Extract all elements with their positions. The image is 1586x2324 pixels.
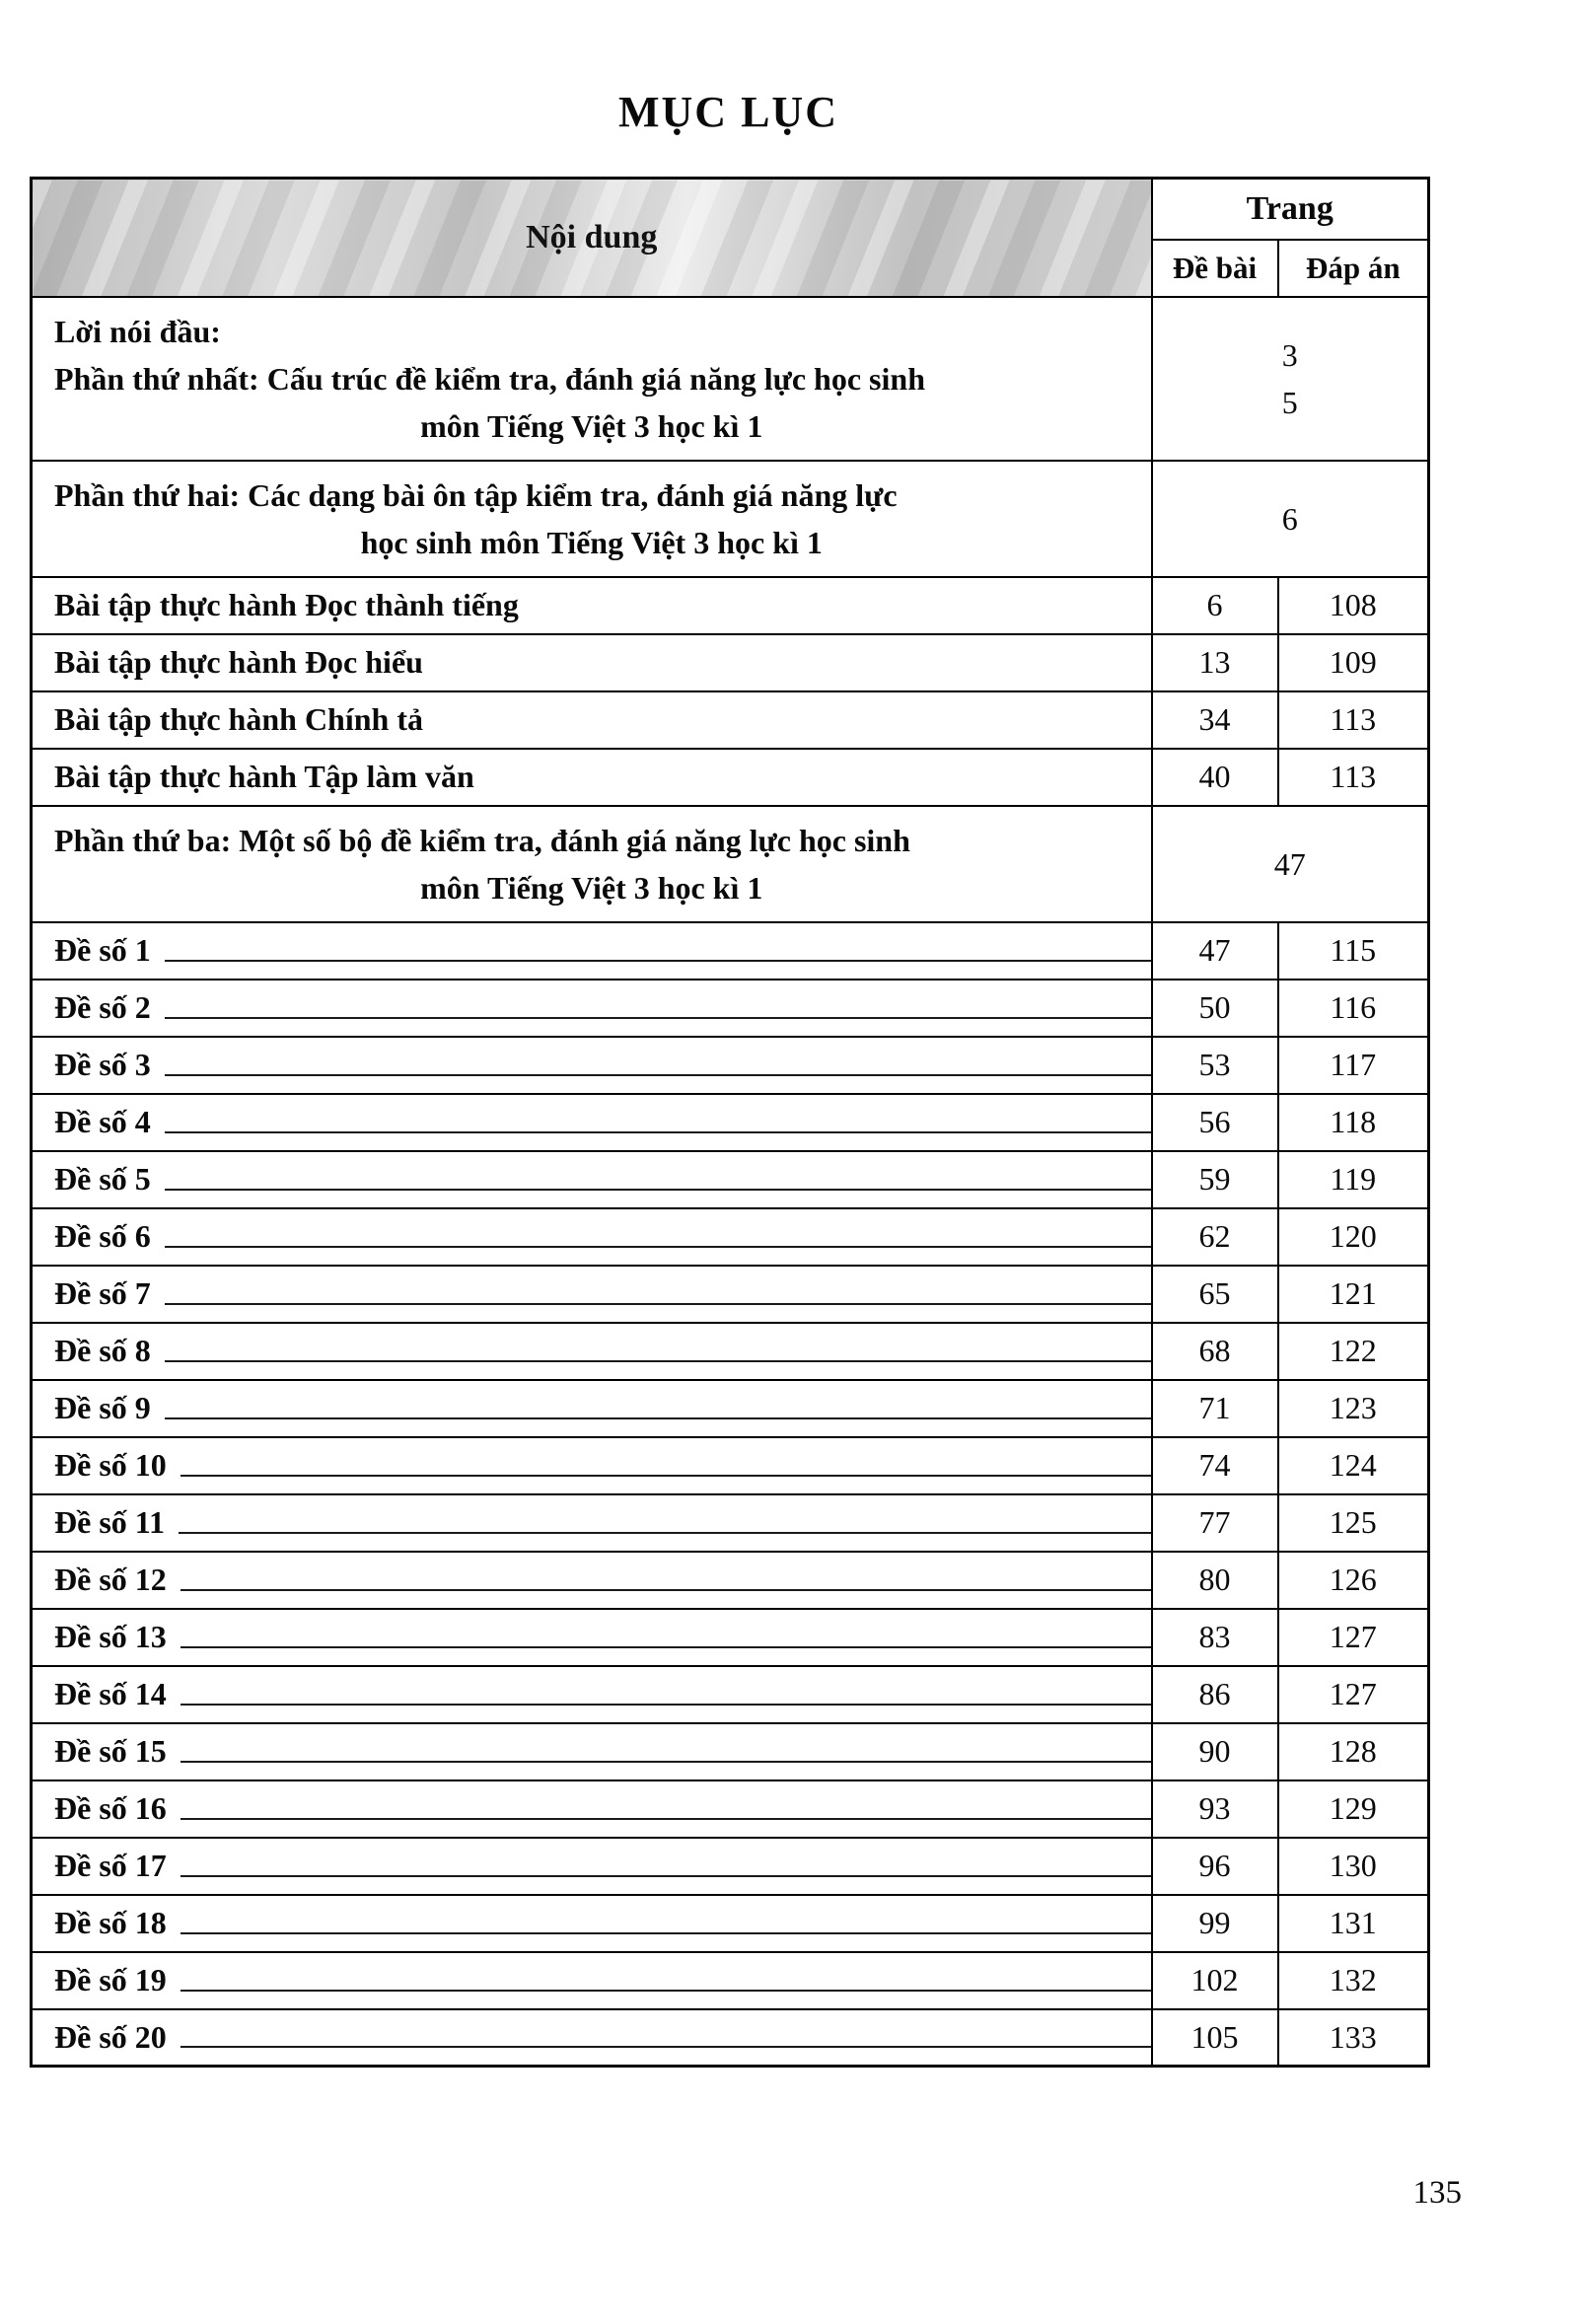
toc-item-label: Đề số 20	[54, 2018, 167, 2055]
table-row	[32, 1780, 1429, 1838]
dap-an-page: 121	[1278, 1266, 1429, 1323]
toc-item-wrap	[54, 1504, 1151, 1541]
toc-item-cell	[32, 1780, 1152, 1838]
toc-item-label: Đề số 10	[54, 1447, 167, 1483]
toc-item-cell	[32, 691, 1152, 749]
toc-item-cell	[32, 1437, 1152, 1494]
dap-an-page: 131	[1278, 1895, 1429, 1952]
table-row	[32, 1208, 1429, 1266]
table-row	[32, 2009, 1429, 2067]
toc-item-cell	[32, 634, 1152, 691]
toc-item-cell	[32, 1037, 1152, 1094]
leader-line	[165, 1360, 1151, 1362]
toc-item-wrap	[54, 1619, 1151, 1655]
table-row	[32, 1151, 1429, 1208]
de-bai-page: 6	[1152, 577, 1278, 634]
header-trang: Trang	[1152, 179, 1429, 240]
toc-item-label: Đề số 16	[54, 1790, 167, 1826]
leader-line	[165, 960, 1151, 962]
dap-an-page: 116	[1278, 980, 1429, 1037]
leader-line	[180, 1990, 1151, 1992]
de-bai-page: 90	[1152, 1723, 1278, 1780]
toc-item-label: Đề số 18	[54, 1905, 167, 1940]
toc-section-line: Phần thứ ba: Một số bộ đề kiểm tra, đánh giá năng lực học sinh	[54, 822, 910, 858]
table-row	[32, 1494, 1429, 1552]
toc-item-cell	[32, 1666, 1152, 1723]
toc-item-wrap	[54, 1447, 1151, 1484]
leader-line	[179, 1532, 1151, 1534]
toc-item-cell	[32, 1723, 1152, 1780]
table-row	[32, 1609, 1429, 1666]
toc-section-pages	[1152, 461, 1429, 577]
de-bai-page: 96	[1152, 1838, 1278, 1895]
toc-item-wrap	[54, 1733, 1151, 1770]
dap-an-page: 119	[1278, 1151, 1429, 1208]
toc-item-cell	[32, 1151, 1152, 1208]
toc-item-wrap	[54, 1218, 1151, 1255]
toc-item-label: Đề số 5	[54, 1161, 151, 1197]
dap-an-page: 122	[1278, 1323, 1429, 1380]
de-bai-page: 68	[1152, 1323, 1278, 1380]
toc-item-cell	[32, 1552, 1152, 1609]
dap-an-page: 113	[1278, 691, 1429, 749]
toc-item-label: Đề số 4	[54, 1104, 151, 1139]
toc-item-wrap	[54, 932, 1151, 969]
table-row	[32, 806, 1429, 922]
toc-item-label: Bài tập thực hành Chính tả	[54, 701, 423, 737]
page-value: 5	[1281, 384, 1298, 420]
toc-item-wrap	[54, 1676, 1151, 1712]
header-noi-dung: Nội dung	[32, 179, 1152, 297]
toc-item-cell	[32, 1609, 1152, 1666]
leader-line	[180, 1589, 1151, 1591]
table-row	[32, 980, 1429, 1037]
toc-item-wrap	[54, 1790, 1151, 1827]
leader-line	[165, 1074, 1151, 1076]
dap-an-page: 113	[1278, 749, 1429, 806]
leader-line	[165, 1017, 1151, 1019]
toc-item-label: Bài tập thực hành Đọc thành tiếng	[54, 587, 519, 622]
de-bai-page: 83	[1152, 1609, 1278, 1666]
header-de-bai: Đề bài	[1152, 240, 1278, 297]
toc-item-label: Đề số 15	[54, 1733, 167, 1769]
dap-an-page: 129	[1278, 1780, 1429, 1838]
toc-item-cell	[32, 1494, 1152, 1552]
toc-section-line: học sinh môn Tiếng Việt 3 học kì 1	[360, 524, 823, 560]
toc-item-label: Đề số 13	[54, 1619, 167, 1654]
toc-item-label: Bài tập thực hành Tập làm văn	[54, 759, 474, 794]
leader-line	[165, 1417, 1151, 1419]
toc-item-wrap	[54, 701, 1151, 738]
table-row	[32, 1037, 1429, 1094]
de-bai-page: 40	[1152, 749, 1278, 806]
toc-item-cell	[32, 2009, 1152, 2067]
toc-item-label: Đề số 17	[54, 1848, 167, 1883]
de-bai-page: 105	[1152, 2009, 1278, 2067]
toc-item-label: Đề số 19	[54, 1962, 167, 1997]
de-bai-page: 74	[1152, 1437, 1278, 1494]
table-row	[32, 461, 1429, 577]
toc-item-label: Đề số 8	[54, 1333, 151, 1368]
de-bai-page: 86	[1152, 1666, 1278, 1723]
toc-item-wrap	[54, 587, 1151, 623]
leader-line	[180, 1761, 1151, 1763]
leader-line	[165, 1131, 1151, 1133]
toc-item-label: Đề số 14	[54, 1676, 167, 1711]
toc-item-label: Đề số 3	[54, 1047, 151, 1082]
toc-table	[30, 177, 1430, 2068]
table-row	[32, 1266, 1429, 1323]
toc-item-label: Bài tập thực hành Đọc hiểu	[54, 644, 423, 680]
page-value: 6	[1281, 500, 1298, 537]
toc-item-wrap	[54, 1962, 1151, 1998]
toc-item-cell	[32, 1895, 1152, 1952]
leader-line	[165, 1189, 1151, 1191]
toc-item-label: Đề số 9	[54, 1390, 151, 1425]
dap-an-page: 132	[1278, 1952, 1429, 2009]
dap-an-page: 128	[1278, 1723, 1429, 1780]
page-value: 47	[1273, 845, 1306, 882]
de-bai-page: 53	[1152, 1037, 1278, 1094]
toc-item-wrap	[54, 1161, 1151, 1198]
toc-item-wrap	[54, 1561, 1151, 1598]
de-bai-page: 77	[1152, 1494, 1278, 1552]
toc-table-body	[32, 297, 1429, 2067]
dap-an-page: 124	[1278, 1437, 1429, 1494]
leader-line	[180, 1475, 1151, 1477]
dap-an-page: 127	[1278, 1666, 1429, 1723]
de-bai-page: 65	[1152, 1266, 1278, 1323]
leader-line	[180, 1818, 1151, 1820]
toc-item-wrap	[54, 1047, 1151, 1083]
dap-an-page: 130	[1278, 1838, 1429, 1895]
toc-item-label: Đề số 12	[54, 1561, 167, 1597]
header-row-1	[32, 179, 1429, 240]
dap-an-page: 109	[1278, 634, 1429, 691]
leader-line	[180, 2046, 1151, 2048]
table-row	[32, 297, 1429, 461]
leader-line	[165, 1303, 1151, 1305]
table-row	[32, 1552, 1429, 1609]
table-row	[32, 634, 1429, 691]
toc-item-cell	[32, 577, 1152, 634]
toc-item-cell	[32, 980, 1152, 1037]
table-row	[32, 1380, 1429, 1437]
header-dap-an: Đáp án	[1278, 240, 1429, 297]
dap-an-page: 133	[1278, 2009, 1429, 2067]
leader-line	[180, 1932, 1151, 1934]
toc-item-cell	[32, 1094, 1152, 1151]
toc-section-line: môn Tiếng Việt 3 học kì 1	[420, 407, 763, 444]
toc-section-line: môn Tiếng Việt 3 học kì 1	[420, 869, 763, 906]
table-row	[32, 1838, 1429, 1895]
dap-an-page: 120	[1278, 1208, 1429, 1266]
dap-an-page: 108	[1278, 577, 1429, 634]
toc-item-wrap	[54, 644, 1151, 681]
de-bai-page: 56	[1152, 1094, 1278, 1151]
de-bai-page: 102	[1152, 1952, 1278, 2009]
toc-item-wrap	[54, 1848, 1151, 1884]
toc-item-cell	[32, 1952, 1152, 2009]
de-bai-page: 50	[1152, 980, 1278, 1037]
toc-table-header	[32, 179, 1429, 297]
toc-item-cell	[32, 1208, 1152, 1266]
table-row	[32, 577, 1429, 634]
page-number: 135	[1412, 2175, 1462, 2211]
table-row	[32, 1952, 1429, 2009]
toc-item-cell	[32, 749, 1152, 806]
page-title: MỤC LỤC	[618, 88, 838, 136]
toc-item-label: Đề số 6	[54, 1218, 151, 1254]
de-bai-page: 80	[1152, 1552, 1278, 1609]
toc-section-pages	[1152, 297, 1429, 461]
table-row	[32, 1437, 1429, 1494]
toc-section-line: Phần thứ nhất: Cấu trúc đề kiểm tra, đánh giá năng lực học sinh	[54, 360, 925, 397]
page-value: 3	[1281, 336, 1298, 373]
toc-item-wrap	[54, 759, 1151, 795]
table-row	[32, 691, 1429, 749]
toc-item-wrap	[54, 1390, 1151, 1426]
de-bai-page: 59	[1152, 1151, 1278, 1208]
toc-section-line: Lời nói đầu:	[54, 313, 221, 349]
toc-item-wrap	[54, 2019, 1151, 2056]
de-bai-page: 34	[1152, 691, 1278, 749]
table-row	[32, 922, 1429, 980]
dap-an-page: 125	[1278, 1494, 1429, 1552]
toc-item-cell	[32, 1838, 1152, 1895]
toc-item-cell	[32, 922, 1152, 980]
dap-an-page: 127	[1278, 1609, 1429, 1666]
de-bai-page: 47	[1152, 922, 1278, 980]
leader-line	[180, 1875, 1151, 1877]
table-row	[32, 1094, 1429, 1151]
toc-item-label: Đề số 1	[54, 932, 151, 968]
toc-item-label: Đề số 11	[54, 1504, 165, 1540]
table-row	[32, 1895, 1429, 1952]
leader-line	[180, 1704, 1151, 1706]
table-row	[32, 1666, 1429, 1723]
toc-item-label: Đề số 7	[54, 1275, 151, 1311]
table-row	[32, 1323, 1429, 1380]
leader-line	[180, 1646, 1151, 1648]
toc-item-cell	[32, 1380, 1152, 1437]
dap-an-page: 126	[1278, 1552, 1429, 1609]
toc-item-wrap	[54, 989, 1151, 1026]
toc-item-wrap	[54, 1104, 1151, 1140]
toc-section-cell	[32, 461, 1152, 577]
table-row	[32, 749, 1429, 806]
toc-section-cell	[32, 806, 1152, 922]
dap-an-page: 118	[1278, 1094, 1429, 1151]
de-bai-page: 99	[1152, 1895, 1278, 1952]
dap-an-page: 115	[1278, 922, 1429, 980]
toc-section-pages	[1152, 806, 1429, 922]
toc-section-line: Phần thứ hai: Các dạng bài ôn tập kiểm tra, đánh giá năng lực	[54, 476, 898, 513]
de-bai-page: 93	[1152, 1780, 1278, 1838]
page-content	[30, 0, 1427, 2068]
toc-item-cell	[32, 1266, 1152, 1323]
leader-line	[165, 1246, 1151, 1248]
dap-an-page: 123	[1278, 1380, 1429, 1437]
de-bai-page: 71	[1152, 1380, 1278, 1437]
toc-item-wrap	[54, 1333, 1151, 1369]
toc-item-wrap	[54, 1905, 1151, 1941]
toc-item-wrap	[54, 1275, 1151, 1312]
table-row	[32, 1723, 1429, 1780]
dap-an-page: 117	[1278, 1037, 1429, 1094]
de-bai-page: 62	[1152, 1208, 1278, 1266]
de-bai-page: 13	[1152, 634, 1278, 691]
toc-item-label: Đề số 2	[54, 989, 151, 1025]
toc-section-cell	[32, 297, 1152, 461]
toc-item-cell	[32, 1323, 1152, 1380]
